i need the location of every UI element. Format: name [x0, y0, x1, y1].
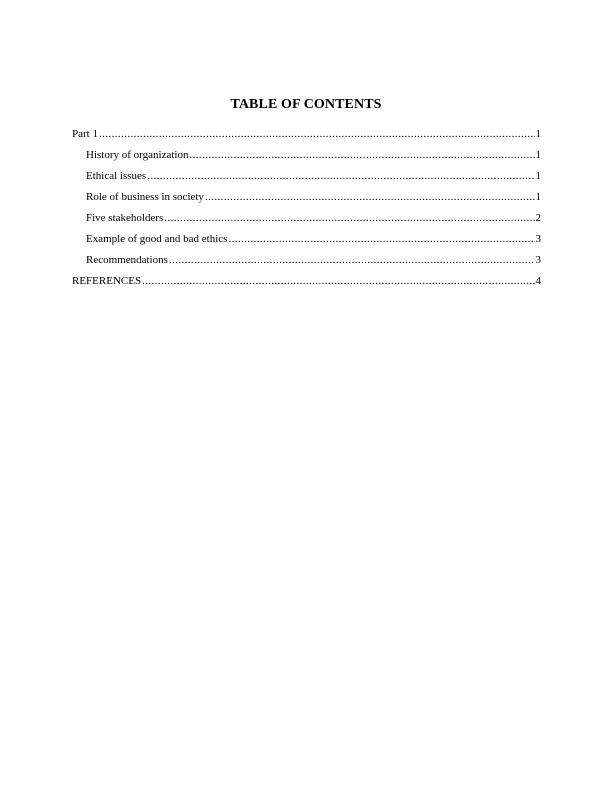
toc-entry-good-and-bad-ethics[interactable] [72, 232, 541, 253]
toc-dot-leader [147, 169, 534, 183]
toc-entry-label: Recommendations [86, 254, 168, 266]
toc-page-number: 1 [535, 170, 541, 182]
toc-entry-role-of-business[interactable] [72, 190, 541, 211]
toc-entry-references[interactable] [72, 274, 541, 295]
toc-entry-recommendations[interactable] [72, 253, 541, 274]
toc-entry-label: History of organization [86, 149, 189, 161]
toc-entry-part-1[interactable] [72, 127, 541, 148]
toc-dot-leader [205, 190, 535, 204]
toc-dot-leader [164, 211, 534, 225]
toc-entry-label: Five stakeholders [86, 212, 164, 224]
toc-entry-label: Ethical issues [86, 170, 147, 182]
toc-entry-history-of-organization[interactable] [72, 148, 541, 169]
toc-dot-leader [142, 274, 534, 288]
toc-page-number: 1 [535, 191, 541, 203]
toc-entry-five-stakeholders[interactable] [72, 211, 541, 232]
toc-title: TABLE OF CONTENTS [230, 97, 382, 112]
toc-entry-label: Role of business in society [86, 191, 204, 203]
toc-entry-label: Part 1 [72, 128, 98, 140]
toc-dot-leader [189, 148, 534, 162]
toc-dot-leader [169, 253, 535, 267]
toc-dot-leader [99, 127, 535, 141]
toc-entry-ethical-issues[interactable] [72, 169, 541, 190]
toc-entry-label: Example of good and bad ethics [86, 233, 228, 245]
toc-dot-leader [228, 232, 534, 246]
toc-page-number: 1 [535, 149, 541, 161]
toc-list [72, 127, 541, 295]
toc-page-number: 2 [535, 212, 541, 224]
toc-page-number: 3 [535, 233, 541, 245]
toc-page-number: 4 [535, 275, 541, 287]
toc-page-number: 3 [535, 254, 541, 266]
toc-entry-label: REFERENCES [72, 275, 142, 287]
toc-page-number: 1 [535, 128, 541, 140]
